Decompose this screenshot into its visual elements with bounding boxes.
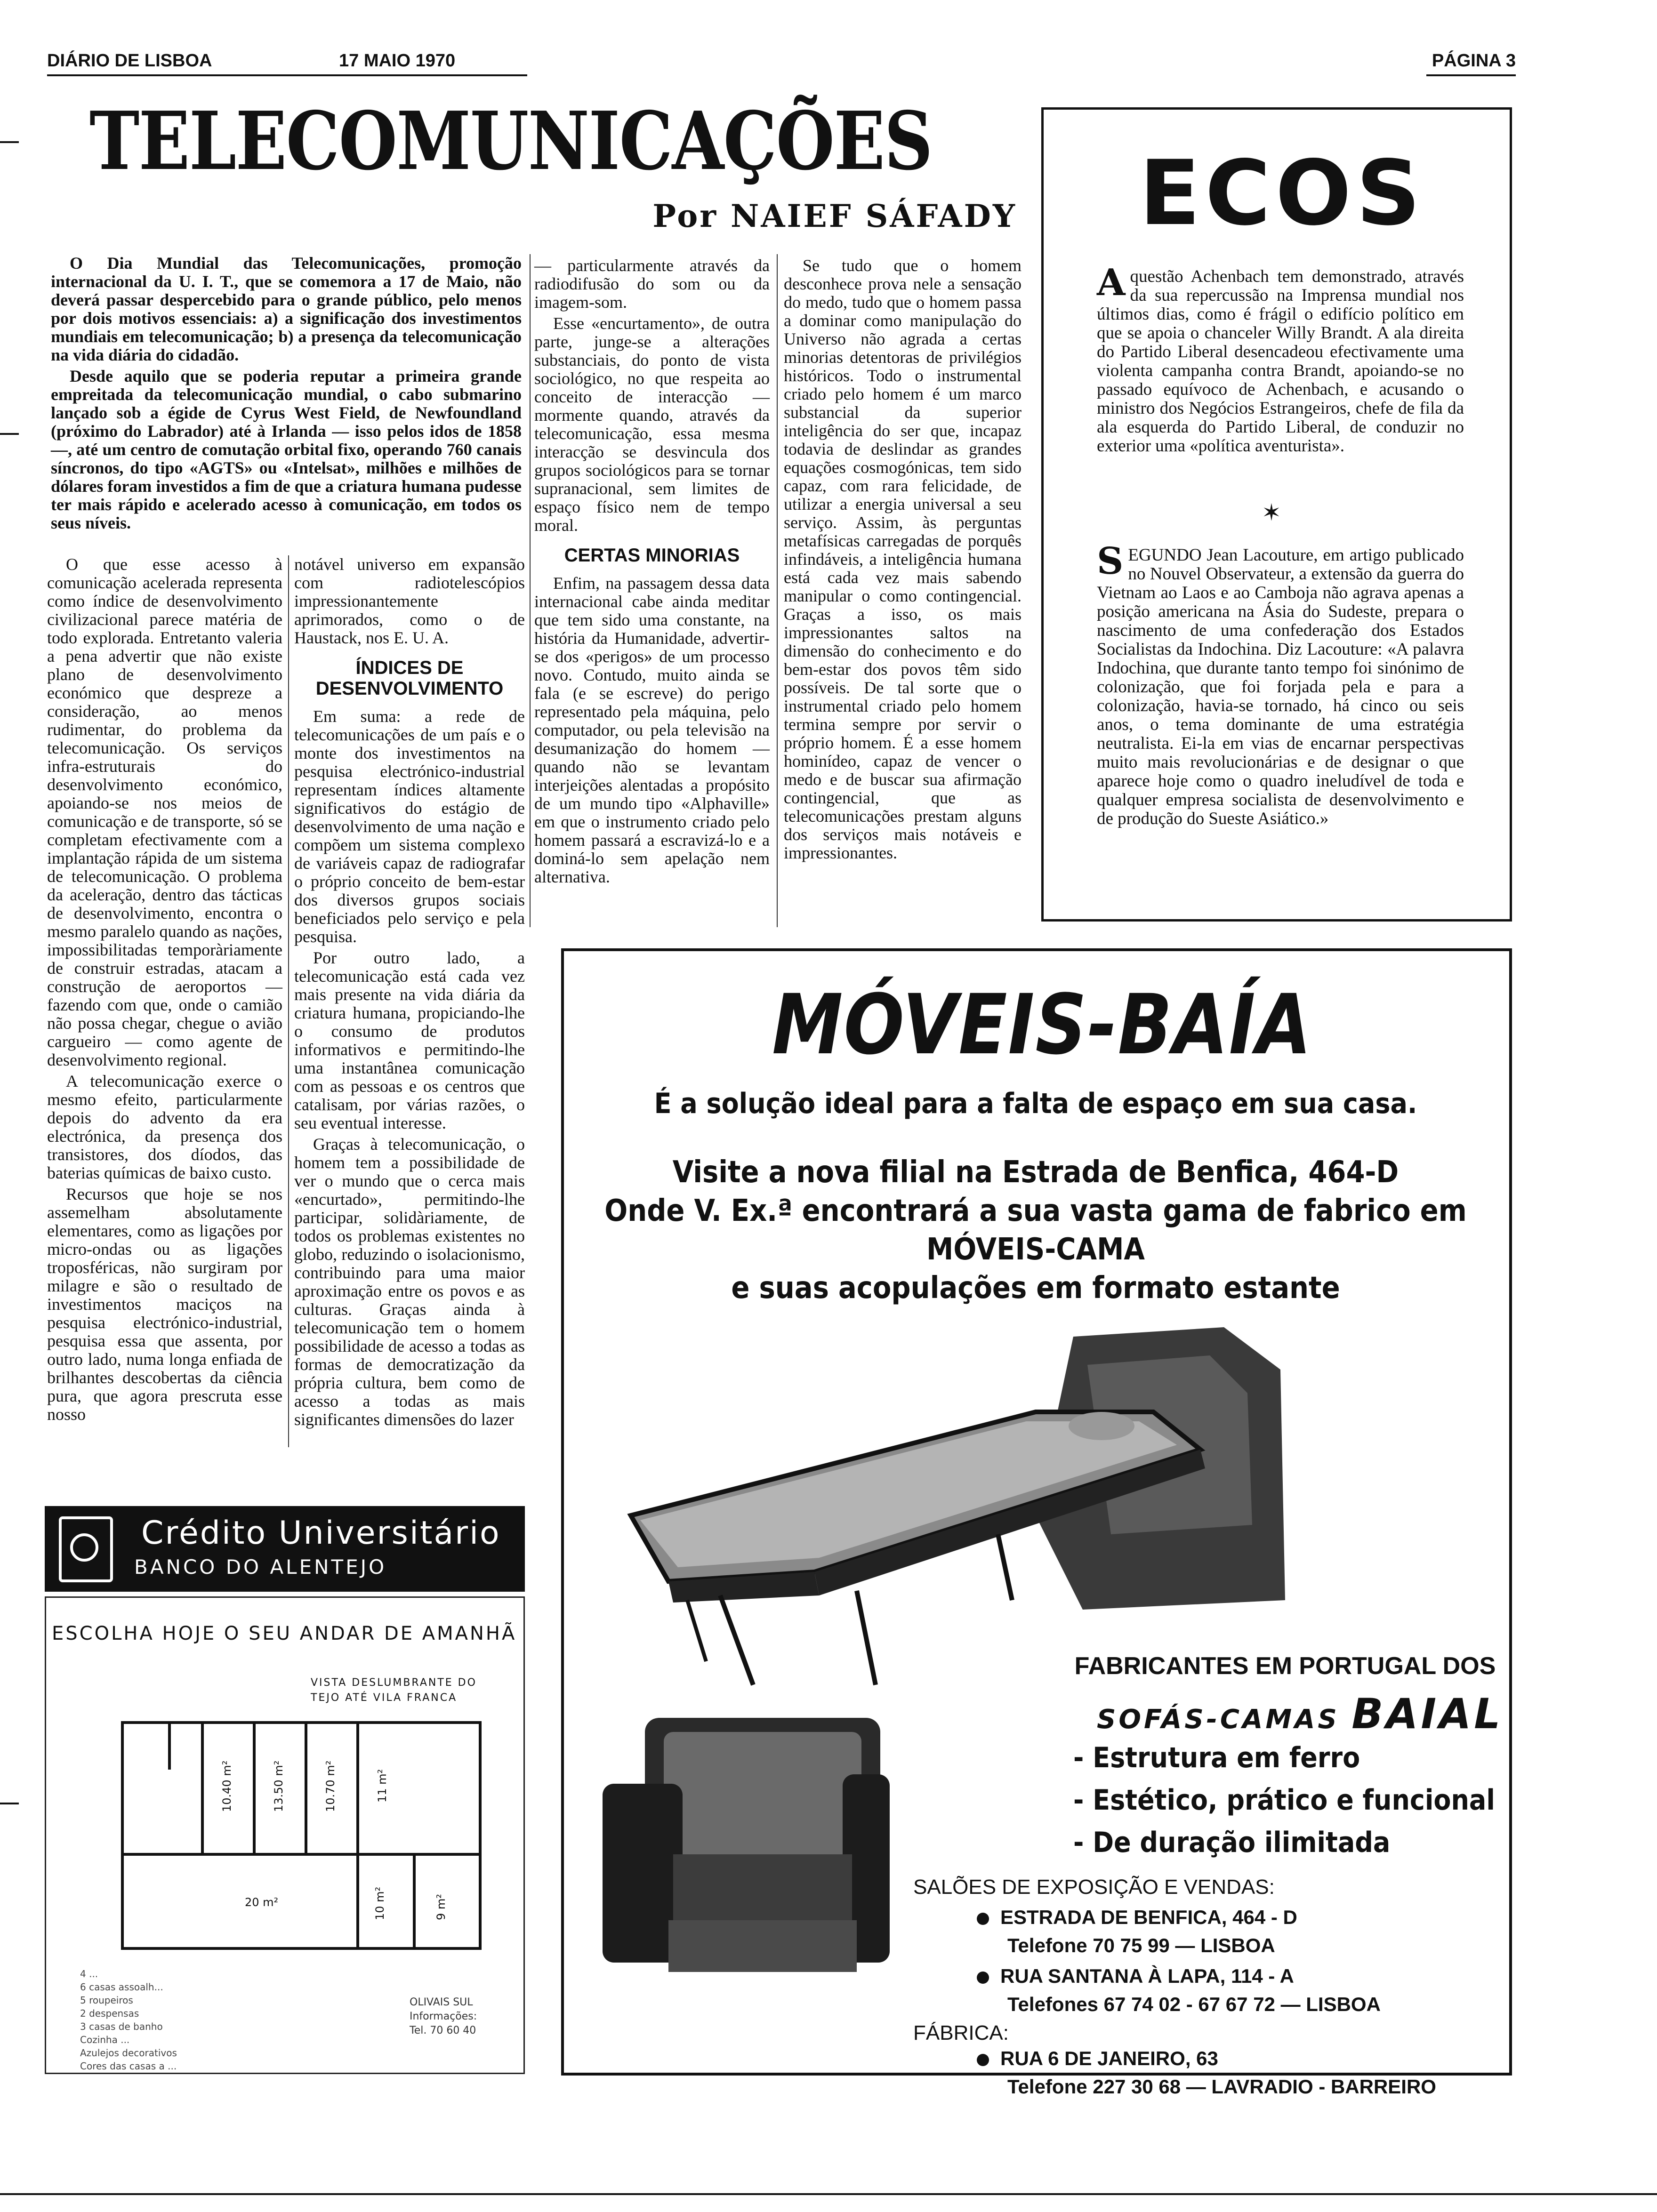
room-label: 20 m²	[245, 1896, 279, 1909]
room-label: 11 m²	[376, 1769, 389, 1803]
brand-name: BAIAL	[1351, 1690, 1504, 1738]
paragraph: O que esse acesso à comunicação acelerada representa como índice de desenvolvimento civilizacional parece matéria de todo explorada. Entretanto valeria a pena advertir que não existe plano de desenvolvimento económico que despreze a consideração, ao menos rudimentar, do problema da telecomunicação. Os serviços infra-estruturais do desenvolvimento económico, apoiando-se nos meios de comunicação e de transporte, só se completam efectivamente com a implantação rápida de um sistema de telecomunicação. O problema da aceleração, dentro das tácticas de desenvolvimento, encontra o mesmo paralelo quando as nações, impossibilitadas temporàriamente de construir estradas, atacam a construção de aeroportos — fazendo com que, onde o camião não possa chegar, chegue o avião cargueiro — como agente de desenvolvimento regional.	[47, 555, 282, 1069]
subheading-indices: ÍNDICES DE DESENVOLVIMENTO	[315, 657, 504, 699]
room-label: 10.70 m²	[324, 1760, 337, 1812]
sofa-armchair-illustration	[588, 1699, 899, 1991]
page-number: PÁGINA 3	[1432, 51, 1516, 71]
paragraph: Esse «encurtamento», de outra parte, junge-se a alterações substanciais, do ponto de vista sociológico, no que respeita ao conceito de interacção — mormente quando, através da telecomunicação, essa mesma interacção se desvincula dos grupos sociológicos para se tornar supranacional, sem limites de espaço físico nem de tempo moral.	[534, 314, 770, 535]
paragraph: — particularmente através da radiodifusão do som ou da imagem-som.	[534, 256, 770, 312]
apartment-info	[410, 1996, 477, 2038]
address-line	[977, 1906, 1297, 1929]
address-line	[977, 1965, 1294, 1988]
dropcap: A	[1097, 261, 1126, 304]
lead-paragraph: O Dia Mundial das Telecomunicações, promoção internacional da U. I. T., que se comemora a 17 de Maio, não deverá passar despercebido para o grande público, pelo menos por dois motivos essenciais: a) a significação dos investimentos mundiais em telecomunicação; b) a presença da telecomunicação na vida diária do cidadão.	[51, 254, 522, 364]
ecos-item-text: EGUNDO Jean Lacouture, em artigo publicado no Nouvel Observateur, a extensão da guerra do Vietnam ao Laos e ao Camboja não agrava apenas a posição americana na Ásia do Sudeste, prepara o nascimento de uma confederação dos Estados Socialistas da Indochina. Diz Lacouture: «A palavra Indochina, que durante tanto tempo foi sinónimo de colonização, que foi forjada pela e para a colonização, havia-se tornado, há cinco ou seis anos, o tema dominante de uma estratégia neutralista. Ei-la em vias de encarnar perspectivas muito mais revolucionárias e de designar o que aparece hoje como o quadro ineludível de toda e qualquer empresa socialista de desenvolvimento e de produção do Sueste Asiático.»	[1097, 545, 1464, 828]
room-label: 10.40 m²	[220, 1760, 233, 1812]
address-line	[977, 2047, 1218, 2070]
paragraph: Enfim, na passagem dessa data internacional cabe ainda meditar que tem sido uma constante, na história da Humanidade, advertir-se dos «perigos» de um processo novo. Contudo, muito ainda se fala (e se escreve) do perigo representado pela máquina, pelo computador, ou pela televisão na desumanização do homem — quando não se levantam interjeições alentadas a propósito de um mundo tipo «Alphaville» em que o instrumento criado pelo homem passará a escravizá-lo e a dominá-lo sem apelação nem alternativa.	[534, 574, 770, 886]
feature-item: - De duração ilimitada	[1073, 1826, 1391, 1859]
info-line: Tel. 70 60 40	[410, 2025, 476, 2036]
feature-line: Cozinha ...	[80, 2034, 130, 2045]
phone-line: Telefone 70 75 99 — LISBOA	[1007, 1934, 1275, 1956]
separator-star-icon: ✶	[1262, 499, 1281, 526]
article-lead	[51, 254, 522, 535]
fabrica-label: FÁBRICA:	[913, 2021, 1009, 2044]
subheading-minorias: CERTAS MINORIAS	[564, 545, 740, 566]
paragraph: Por outro lado, a telecomunicação está cada vez mais presente na vida diária da criatura humana, propiciando-lhe o consumo de produtos informativos e permitindo-lhe uma instantânea comunicação com as pessoas e os centros que catalisam, por várias razões, o seu eventual interesse.	[294, 948, 525, 1132]
ad-title: MÓVEIS-BAÍA	[772, 977, 1312, 1073]
feature-line: Cores das casas a ...	[80, 2060, 177, 2072]
address-text: RUA SANTANA À LAPA, 114 - A	[1000, 1965, 1294, 1987]
article-headline: TELECOMUNICAÇÕES	[89, 94, 932, 188]
info-line: Informações:	[410, 2011, 477, 2022]
feature-line: Azulejos decorativos	[80, 2047, 177, 2059]
phone-line: Telefones 67 74 02 - 67 67 72 — LISBOA	[1007, 1993, 1381, 2015]
dropcap: S	[1097, 540, 1124, 583]
sofa-bed-image	[631, 1327, 1285, 1685]
feature-line: 4 ...	[80, 1968, 98, 1980]
article-column-1	[47, 555, 282, 1427]
vista-note	[311, 1675, 477, 1706]
feature-line: 6 casas assoalh...	[80, 1981, 163, 1993]
paragraph: Se tudo que o homem desconhece prova nele a sensação do medo, tudo que o homem passa a dominar como manipulação do Universo não agrada a certas minorias detentoras de privilégios históricos. Todo o instrumental criado pelo homem é um marco substancial da superior inteligência do ser que, incapaz todavia de deslindar as grandes equações cosmogónicas, tem sido capaz, com rara felicidade, de utilizar a energia universal a seu serviço. Assim, às perguntas metafísicas carregadas de porquês infindáveis, a inteligência humana está cada vez mais sabendo manipular o como contingencial. Graças a isso, os mais impressionantes saltos na dimensão do conhecimento e do bem-estar dos povos têm sido possíveis. De tal sorte que o instrumental criado pelo homem termina sempre por servir o próprio homem. É a esse homem hominídeo, capaz de vencer o medo e de buscar sua afirmação contingencial, que as telecomunicações prestam alguns dos serviços mais notáveis e impressionantes.	[784, 256, 1022, 862]
masthead-rule-right	[1426, 74, 1516, 76]
bank-name: BANCO DO ALENTEJO	[134, 1555, 387, 1579]
margin-tick	[0, 433, 19, 435]
address-text: ESTRADA DE BENFICA, 464 - D	[1000, 1906, 1297, 1928]
page-bottom-rule	[0, 2193, 1657, 2195]
bullet-icon	[977, 1972, 989, 1984]
article-column-3	[534, 256, 770, 889]
vista-line: TEJO ATÉ VILA FRANCA	[311, 1692, 458, 1704]
floor-plan-walls	[122, 1723, 480, 1948]
apartment-headline: ESCOLHA HOJE O SEU ANDAR DE AMANHÃ	[52, 1623, 517, 1644]
ecos-title: ECOS	[1139, 141, 1425, 245]
ecos-item-2	[1097, 540, 1464, 828]
bullet-icon	[977, 1913, 989, 1925]
issue-date: 17 MAIO 1970	[339, 51, 456, 71]
bullet-icon	[977, 2054, 989, 2066]
feature-item: - Estrutura em ferro	[1073, 1741, 1360, 1774]
ad-visit-line: Onde V. Ex.ª encontrará a sua vasta gama de fabrico em MÓVEIS-CAMA	[604, 1194, 1467, 1267]
masthead	[47, 51, 1516, 77]
phone-line: Telefone 227 30 68 — LAVRADIO - BARREIRO	[1007, 2076, 1436, 2098]
saloes-label: SALÕES DE EXPOSIÇÃO E VENDAS:	[913, 1875, 1275, 1899]
masthead-rule	[47, 74, 527, 76]
floor-plan	[113, 1713, 490, 1958]
column-divider	[777, 254, 778, 927]
column-divider	[530, 254, 531, 927]
fabricantes-label: FABRICANTES EM PORTUGAL DOS	[1074, 1652, 1496, 1680]
address-text: RUA 6 DE JANEIRO, 63	[1000, 2047, 1218, 2069]
credit-title: Crédito Universitário	[141, 1515, 501, 1552]
apartment-features	[80, 1967, 177, 2073]
ecos-item-1	[1097, 261, 1464, 456]
sofa-bed-illustration	[612, 1271, 1412, 1718]
armchair-image	[603, 1718, 890, 1972]
feature-line: 5 roupeiros	[80, 1995, 133, 2006]
brand-line	[1097, 1690, 1503, 1738]
margin-tick	[0, 1803, 19, 1804]
paragraph: Graças à telecomunicação, o homem tem a possibilidade de ver o mundo que o cerca mais «encurtado», permitindo-lhe participar, solidàriamente, de todos os problemas existentes no globo, reduzindo o isolacionismo, contribuindo para uma maior aproximação entre os povos e as culturas. Graças ainda à telecomunicação tem o homem possibilidade de acesso a todas as formas de democratização da própria cultura, bem como de acesso a todas as mais significantes dimensões do lazer	[294, 1135, 525, 1429]
room-label: 9 m²	[434, 1894, 448, 1920]
feature-item: - Estético, prático e funcional	[1073, 1784, 1495, 1817]
paragraph: A telecomunicação exerce o mesmo efeito, particularmente depois do advento da era electrónica, da presença dos transistores, dos díodos, das baterias químicas de baixo custo.	[47, 1072, 282, 1182]
ad-visit-line: Visite a nova filial na Estrada de Benfica, 464-D	[672, 1155, 1399, 1190]
feature-line: 3 casas de banho	[80, 2021, 163, 2032]
paragraph: Em suma: a rede de telecomunicações de um país e o monte dos investimentos na pesquisa electrónico-industrial representam índices altamente significativos do estágio de desenvolvimento de uma nação e compõem um sistema complexo de variáveis capaz de radiografar o próprio conceito de bem-estar dos diversos grupos sociais beneficiados pelo serviço e pela pesquisa.	[294, 707, 525, 946]
bank-logo-icon	[59, 1516, 113, 1582]
room-label: 13.50 m²	[272, 1760, 285, 1812]
vista-line: VISTA DESLUMBRANTE DO	[311, 1677, 477, 1689]
column-divider	[288, 555, 289, 1447]
paragraph: notável universo em expansão com radiotelescópios impressionantemente aprimorados, como o de Haustack, nos E. U. A.	[294, 555, 525, 647]
ad-visit-line: e suas acopulações em formato estante	[731, 1271, 1340, 1306]
article-byline: Por NAIEF SÁFADY	[652, 198, 1017, 234]
room-label: 10 m²	[373, 1886, 386, 1920]
margin-tick	[0, 141, 19, 143]
brand-prefix: SOFÁS-CAMAS	[1097, 1704, 1340, 1735]
feature-line: 2 despensas	[80, 2008, 139, 2019]
article-column-2	[294, 555, 525, 1432]
ad-tagline: É a solução ideal para a falta de espaço em sua casa.	[654, 1087, 1417, 1120]
paragraph: Recursos que hoje se nos assemelham absolutamente elementares, como as ligações por micro-ondas ou as ligações troposféricas, não surgiram por milagre e são o resultado de investimentos maciços na pesquisa electrónico-industrial, pesquisa essa que assenta, por outro lado, numa longa enfiada de brilhantes descobertas da ciência pura, que agora prescruta esse nosso	[47, 1185, 282, 1424]
lead-paragraph: Desde aquilo que se poderia reputar a primeira grande empreitada da telecomunicação mundial, o cabo submarino lançado sob a égide de Cyrus West Field, de Newfoundland (próximo do Labrador) até à Irlanda — isso pelos idos de 1858 —, até um centro de comutação orbital fixo, operando 760 canais síncronos, do tipo «AGTS» ou «Intelsat», milhões e milhões de dólares foram investidos a fim de que a criatura humana pudesse ter mais rápido e acelerado acesso à comunicação, em todos os seus níveis.	[51, 367, 522, 532]
ecos-item-text: questão Achenbach tem demonstrado, através da sua repercussão na Imprensa mundial nos últimos dias, como é frágil o edifício político em que se apoia o chanceler Willy Brandt. A ala direita do Partido Liberal desencadeou efectivamente uma violenta campanha contra Brandt, apoiando-se no passado equívoco de Achenbach, e acusando o ministro dos Negócios Estrangeiros, chefe de fila da ala esquerda do Partido Liberal, de conduzir no exterior uma «política aventurista».	[1097, 267, 1464, 456]
paper-name: DIÁRIO DE LISBOA	[47, 51, 212, 71]
info-line: OLIVAIS SUL	[410, 1996, 473, 2008]
article-column-4	[784, 256, 1022, 865]
